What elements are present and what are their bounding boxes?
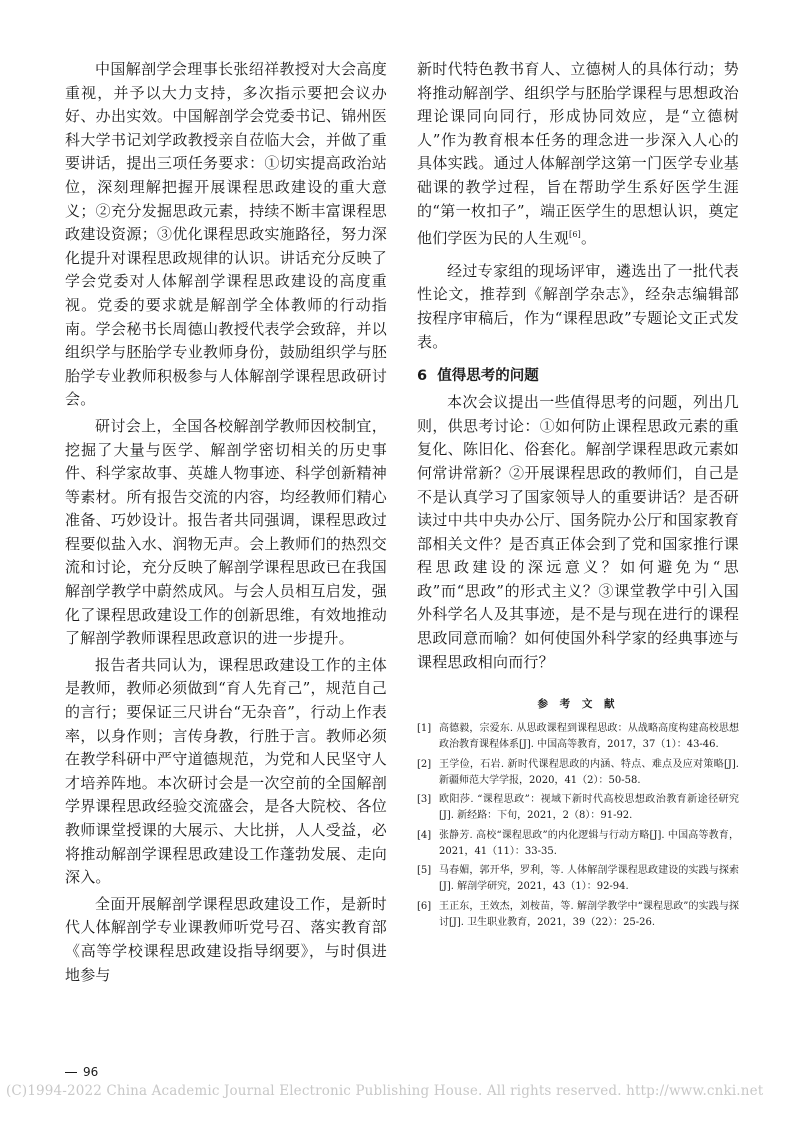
reference-text: 欧阳莎. “课程思政”：视域下新时代高校思想政治教育新途径研究[J]. 新经路：下旬，2021，2（8）：91-92.: [439, 794, 739, 822]
references-title: 参 考 文 献: [537, 698, 619, 711]
reference-number: [5]: [417, 865, 432, 877]
reference-item: [417, 863, 739, 895]
paragraph-text: 新时代特色教书育人、立德树人的具体行动；势将推动解剖学、组织学与胚胎学课程与思想政治理论课同向同行，形成协同效应，是“立德树人”作为教育根本任务的理念进一步深入人心的具体实践。通过人体解剖学这第一门医学专业基础课的教学过程，旨在帮助学生系好医学生涯的“第一枚扣子”，端正医学生的思想认识，奠定他们学医为民的人生观: [417, 60, 739, 248]
body-paragraph: 报告者共同认为，课程思政建设工作的主体是教师，教师必须做到“育人先育己”，规范自己的言行；要保证三尺讲台“无杂音”，行动上作表率，以身作则；言传身教，行胜于言。教师必须在教学科研中严守道德规范，为党和人民坚守人才培养阵地。本次研讨会是一次空前的全国解剖学界课程思政经验交流盛会，是各大院校、各位教师课堂授课的大展示、大比拼，人人受益，必将推动解剖学课程思政建设工作蓬勃发展、走向深入。: [65, 655, 387, 887]
page-footer: [65, 1065, 98, 1079]
reference-number: [6]: [417, 900, 432, 912]
reference-number: [2]: [417, 758, 432, 770]
body-paragraph: 研讨会上，全国各校解剖学教师因校制宜，挖掘了大量与医学、解剖学密切相关的历史事件、科学家故事、英雄人物事迹、科学创新精神等素材。所有报告交流的内容，均经教师们精心准备、巧妙设计。报告者共同强调，课程思政过程要似盐入水、润物无声。会上教师们的热烈交流和讨论，充分反映了解剖学课程思政已在我国解剖学教学中蔚然成风。与会人员相互启发，强化了课程思政建设工作的创新思维，有效地推动了解剖学教师课程思政意识的进一步提升。: [65, 416, 387, 648]
reference-item: [417, 828, 739, 860]
citation-mark: [6]: [569, 230, 581, 240]
right-column: [417, 58, 739, 934]
reference-item: [417, 757, 739, 789]
reference-item: [417, 721, 739, 753]
paragraph-end: 。: [580, 229, 597, 248]
body-paragraph: 经过专家组的现场评审，遴选出了一批代表性论文，推荐到《解剖学杂志》，经杂志编辑部按程序审稿后，作为“课程思政”专题论文正式发表。: [417, 261, 739, 351]
footer-dash: [65, 1072, 77, 1073]
section-number: 6: [417, 368, 428, 385]
reference-text: 张静芳. 高校“课程思政”的内化逻辑与行动方略[J]. 中国高等教育，2021，41（11）：33-35.: [439, 829, 739, 857]
reference-text: 王正东，王效杰，刘桉苗，等. 解剖学教学中“课程思政”的实践与探讨[J]. 卫生职业教育，2021，39（22）：25-26.: [439, 900, 739, 928]
reference-number: [4]: [417, 829, 432, 841]
reference-list: [417, 721, 739, 931]
body-paragraph: 本次会议提出一些值得思考的问题，列出几则，供思考讨论：①如何防止课程思政元素的重复化、陈旧化、俗套化。解剖学课程思政元素如何常讲常新？②开展课程思政的教师们，自己是不是认真学习了国家领导人的重要讲话？是否研读过中共中央办公厅、国务院办公厅和国家教育部相关文件？是否真正体会到了党和国家推行课程思政建设的深远意义？如何避免为“思政”而“思政”的形式主义？③课堂教学中引入国外科学名人及其事迹，是不是与现在进行的课程思政同意而喻？如何使国外科学家的经典事迹与课程思政相向而行？: [417, 393, 739, 671]
copyright-watermark: (C)1994-2022 China Academic Journal Electronic Publishing House. All rights reserved. http://www.cnki.net: [6, 1083, 764, 1099]
reference-text: 马春媚，郭开华，罗利，等. 人体解剖学课程思政建设的实践与探索[J]. 解剖学研究，2021，43（1）：92-94.: [439, 865, 739, 893]
left-column: [65, 58, 387, 987]
reference-number: [1]: [417, 723, 432, 735]
reference-text: 王学俭，石岩. 新时代课程思政的内涵、特点、难点及应对策略[J]. 新疆师范大学学报，2020，41（2）：50-58.: [439, 758, 739, 786]
reference-text: 高德毅，宗爱东. 从思政课程到课程思政：从战略高度构建高校思想政治教育课程体系[J]. 中国高等教育，2017，37（1）：43-46.: [439, 723, 739, 751]
section-heading: [417, 364, 739, 385]
reference-item: [417, 899, 739, 931]
page-number: 96: [83, 1065, 99, 1079]
reference-item: [417, 792, 739, 824]
body-paragraph: 全面开展解剖学课程思政建设工作，是新时代人体解剖学专业课教师听党号召、落实教育部《高等学校课程思政建设指导纲要》，与时俱进地参与: [65, 894, 387, 984]
body-paragraph: 中国解剖学会理事长张绍祥教授对大会高度重视，并予以大力支持，多次指示要把会议办好、办出实效。中国解剖学会党委书记、锦州医科大学书记刘学政教授亲自莅临大会，并做了重要讲话，提出三项任务要求：①切实提高政治站位，深刻理解把握开展课程思政建设的重大意义；②充分发掘思政元素，持续不断丰富课程思政建设资源；③优化课程思政实施路径，努力深化提升对课程思政规律的认识。讲话充分反映了学会党委对人体解剖学课程思政建设的高度重视。党委的要求就是解剖学全体教师的行动指南。学会秘书长周德山教授代表学会致辞，并以组织学与胚胎学专业教师身份，鼓励组织学与胚胎学专业教师积极参与人体解剖学课程思政研讨会。: [65, 60, 387, 409]
reference-number: [3]: [417, 794, 432, 806]
body-paragraph-continued: [417, 58, 739, 251]
section-title: 值得思考的问题: [437, 368, 539, 385]
